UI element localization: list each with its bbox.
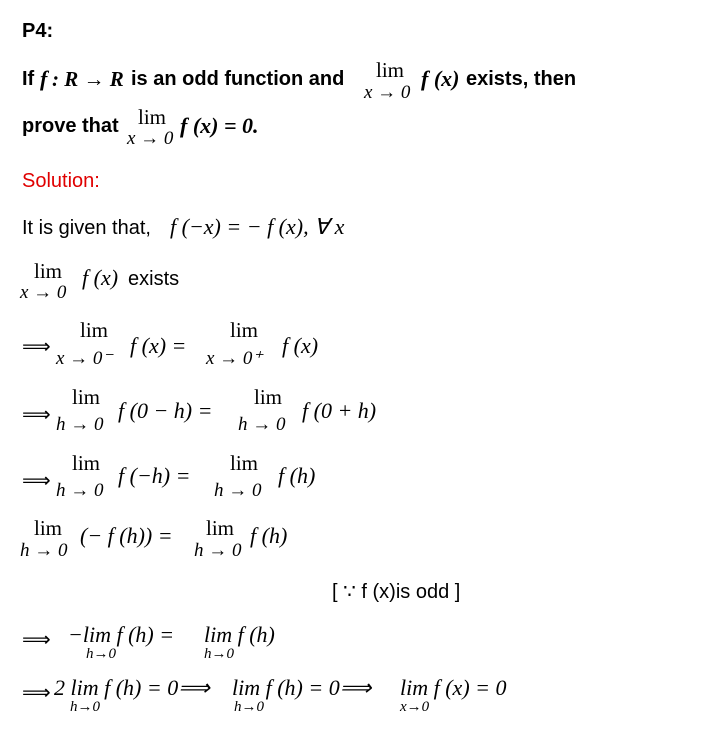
step1-lim-sub: x → 0: [20, 282, 67, 303]
problem-text-if: If: [22, 68, 35, 90]
step2-expr-right: f (x): [282, 333, 319, 358]
solution-heading: Solution:: [22, 170, 100, 192]
step1-expr: f (x): [82, 265, 119, 290]
step7-expr-c: lim f (x) = 0: [400, 675, 507, 700]
step7-expr-a: 2 lim f (h) = 0⟹: [54, 675, 210, 700]
step3-expr-left: f (0 − h) =: [118, 398, 213, 423]
step4-lim-left: lim: [72, 451, 101, 475]
problem-text-odd: is an odd function and: [131, 68, 345, 90]
problem-expr-1: f (x): [421, 66, 460, 91]
step2-implies-icon: ⟹: [22, 334, 51, 358]
step2-lim-right-sub: x → 0⁺: [206, 348, 263, 369]
step5-expr-left: (− f (h)) =: [80, 523, 173, 548]
problem-lim-2: lim: [138, 105, 167, 129]
problem-map: : R → R: [52, 67, 124, 91]
problem-func: f: [40, 66, 48, 91]
step7-sub-a: h→0: [70, 699, 100, 715]
step5-lim-right: lim: [206, 516, 235, 540]
step4-lim-left-sub: h → 0: [56, 480, 104, 501]
given-math: f (−x) = − f (x), ∀ x: [170, 214, 345, 239]
problem-label: P4:: [22, 20, 54, 42]
step4-expr-left: f (−h) =: [118, 463, 191, 488]
step5-expr-right: f (h): [250, 523, 288, 548]
step6-expr-left: −lim f (h) =: [68, 622, 175, 647]
problem-lim-1: lim: [376, 58, 405, 82]
step7-implies-icon: ⟹: [22, 680, 51, 704]
step7-sub-c: x→0: [400, 699, 430, 715]
step2-lim-left: lim: [80, 318, 109, 342]
step6-implies-icon: ⟹: [22, 627, 51, 651]
step3-implies-icon: ⟹: [22, 402, 51, 426]
step3-lim-right-sub: h → 0: [238, 414, 286, 435]
step3-lim-left-sub: h → 0: [56, 414, 104, 435]
step7-sub-b: h→0: [234, 699, 264, 715]
problem-lim-2-sub: x → 0: [127, 128, 174, 149]
step6-sub-right: h→0: [204, 646, 234, 662]
step6-expr-right: lim f (h): [204, 622, 275, 647]
step4-lim-right: lim: [230, 451, 259, 475]
step7-expr-b: lim f (h) = 0⟹: [232, 675, 372, 700]
step4-lim-right-sub: h → 0: [214, 480, 262, 501]
step5-lim-left-sub: h → 0: [20, 540, 68, 561]
step4-expr-right: f (h): [278, 463, 316, 488]
step1-text: exists: [128, 268, 180, 290]
problem-lim-1-sub: x → 0: [364, 82, 411, 103]
step2-lim-left-sub: x → 0⁻: [56, 348, 113, 369]
step6-sub-left: h→0: [86, 646, 116, 662]
step3-lim-right: lim: [254, 385, 283, 409]
step5-lim-right-sub: h → 0: [194, 540, 242, 561]
step3-expr-right: f (0 + h): [302, 398, 377, 423]
step4-implies-icon: ⟹: [22, 468, 51, 492]
problem-text-prove: prove that: [22, 115, 119, 137]
step5-lim-left: lim: [34, 516, 63, 540]
step2-expr-left: f (x) =: [130, 333, 187, 358]
step1-lim: lim: [34, 259, 63, 283]
problem-expr-2: f (x) = 0.: [180, 113, 259, 138]
given-text: It is given that,: [22, 217, 151, 239]
reason-note: [ ∵ f (x)is odd ]: [332, 581, 461, 603]
problem-text-exists: exists, then: [466, 68, 577, 90]
step2-lim-right: lim: [230, 318, 259, 342]
step3-lim-left: lim: [72, 385, 101, 409]
